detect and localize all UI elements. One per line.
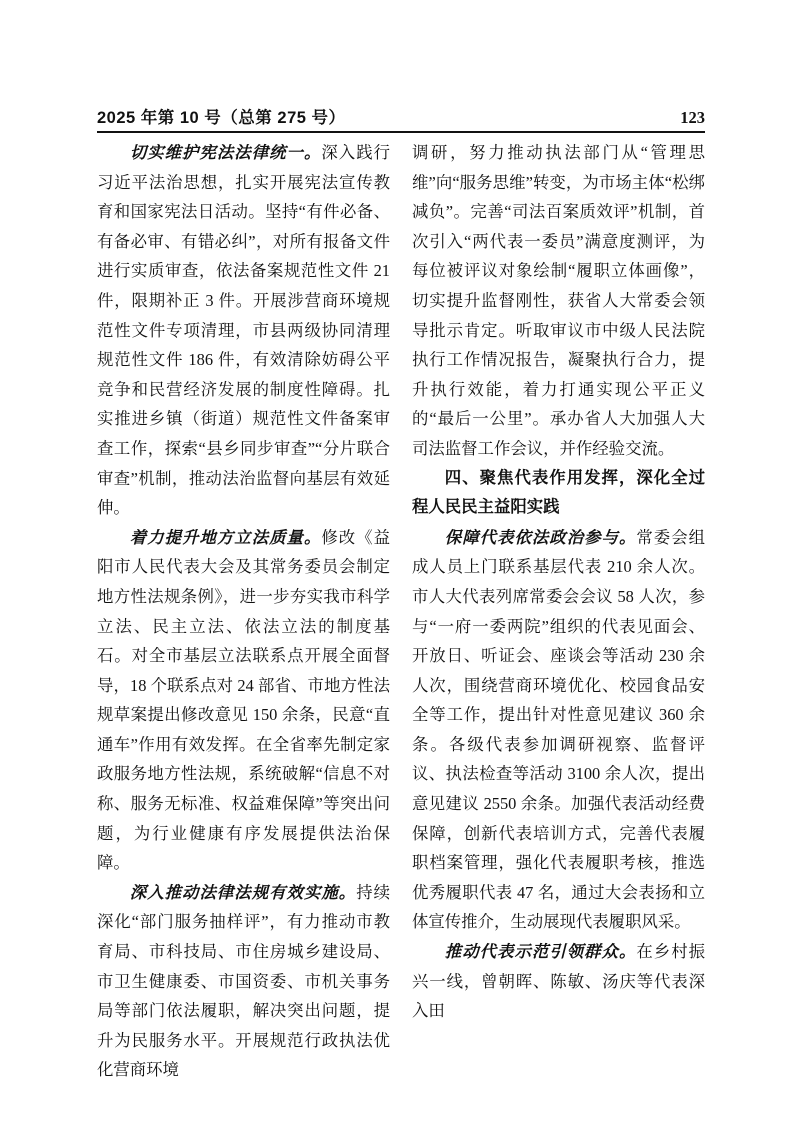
text-columns [97, 138, 705, 1085]
left-column [97, 138, 390, 1085]
paragraph-law-implementation [97, 878, 390, 1085]
page-header [97, 104, 705, 133]
paragraph-lead: 推动代表示范引领群众。 [444, 942, 637, 962]
paragraph-text: 修改《益阳市人民代表大会及其常务委员会制定地方性法规条例》，进一步夯实我市科学立法、民主立法、依法立法的制度基石。对全市基层立法联系点开展全面督导，18 个联系点对 24 部省、市地方性法规草案提出修改意见 150 余条，民意“直通车”作用有效发挥。在全省率先制定家政服务地方性法规，系统破解“信息不对称、服务无标准、权益难保障”等突出问题，为行业健康有序发展提供法治保障。 [97, 527, 391, 873]
paragraph-text: 深入践行习近平法治思想，扎实开展宪法宣传教育和国家宪法日活动。坚持“有件必备、有备必审、有错必纠”，对所有报备文件进行实质审查，依法备案规范性文件 21 件，限期补正 3 件。开展涉营商环境规范性文件专项清理，市县两级协同清理规范性文件 186 件，有效清除妨碍公平竞争和民营经济发展的制度性障碍。扎实推进乡镇（街道）规范性文件备案审查工作，探索“县乡同步审查”“分片联合审查”机制，推动法治监督向基层有效延伸。 [97, 143, 391, 518]
paragraph-deputy-leadership [412, 937, 705, 1026]
page-number: 123 [680, 108, 705, 127]
paragraph-lead: 切实维护宪法法律统一。 [129, 143, 322, 162]
paragraph-lead: 着力提升地方立法质量。 [129, 527, 322, 547]
paragraph-constitution [97, 138, 390, 523]
paragraph-law-implementation-continued: 调研，努力推动执法部门从“管理思维”向“服务思维”转变，为市场主体“松绑减负”。完善“司法百案质效评”机制，首次引入“两代表一委员”满意度测评，为每位被评议对象绘制“履职立体画像”，切实提升监督刚性，获省人大常委会领导批示肯定。听取审议市中级人民法院执行工作情况报告，凝聚执行合力，提升执行效能，着力打通实现公平正义的“最后一公里”。承办省人大加强人大司法监督工作会议，并作经验交流。 [412, 143, 705, 458]
right-column [412, 138, 705, 1085]
paragraph-deputy-participation [412, 523, 705, 937]
paragraph-text: 在乡村振兴一线，曾朝晖、陈敏、汤庆等代表深入田 [412, 942, 706, 1021]
paragraph-text: 持续深化“部门服务抽样评”，有力推动市教育局、市科技局、市住房城乡建设局、市卫生健康委、市国资委、市机关事务局等部门依法履职，解决突出问题，提升为民服务水平。开展规范行政执法优化营商环境 [97, 882, 391, 1080]
paragraph-lead: 保障代表依法政治参与。 [444, 527, 637, 547]
paragraph-legislation-quality [97, 523, 390, 878]
issue-number: 2025 年第 10 号（总第 275 号） [97, 109, 346, 127]
section-heading: 四、聚焦代表作用发挥，深化全过程人民民主益阳实践 [412, 468, 705, 517]
paragraph-lead: 深入推动法律法规有效实施。 [129, 882, 357, 902]
paragraph-text: 常委会组成人员上门联系基层代表 210 余人次。市人大代表列席常委会会议 58 人次，参与“一府一委两院”组织的代表见面会、开放日、听证会、座谈会等活动 230 余人次，围绕营商环境优化、校园食品安全等工作，提出针对性意见建议 360 余条。各级代表参加调研视察、监督评议、执法检查等活动 3100 余人次，提出意见建议 2550 余条。加强代表活动经费保障，创新代表培训方式，完善代表履职档案管理，强化代表履职考核，推选优秀履职代表 47 名，通过大会表扬和立体宣传推介，生动展现代表履职风采。 [412, 527, 706, 932]
